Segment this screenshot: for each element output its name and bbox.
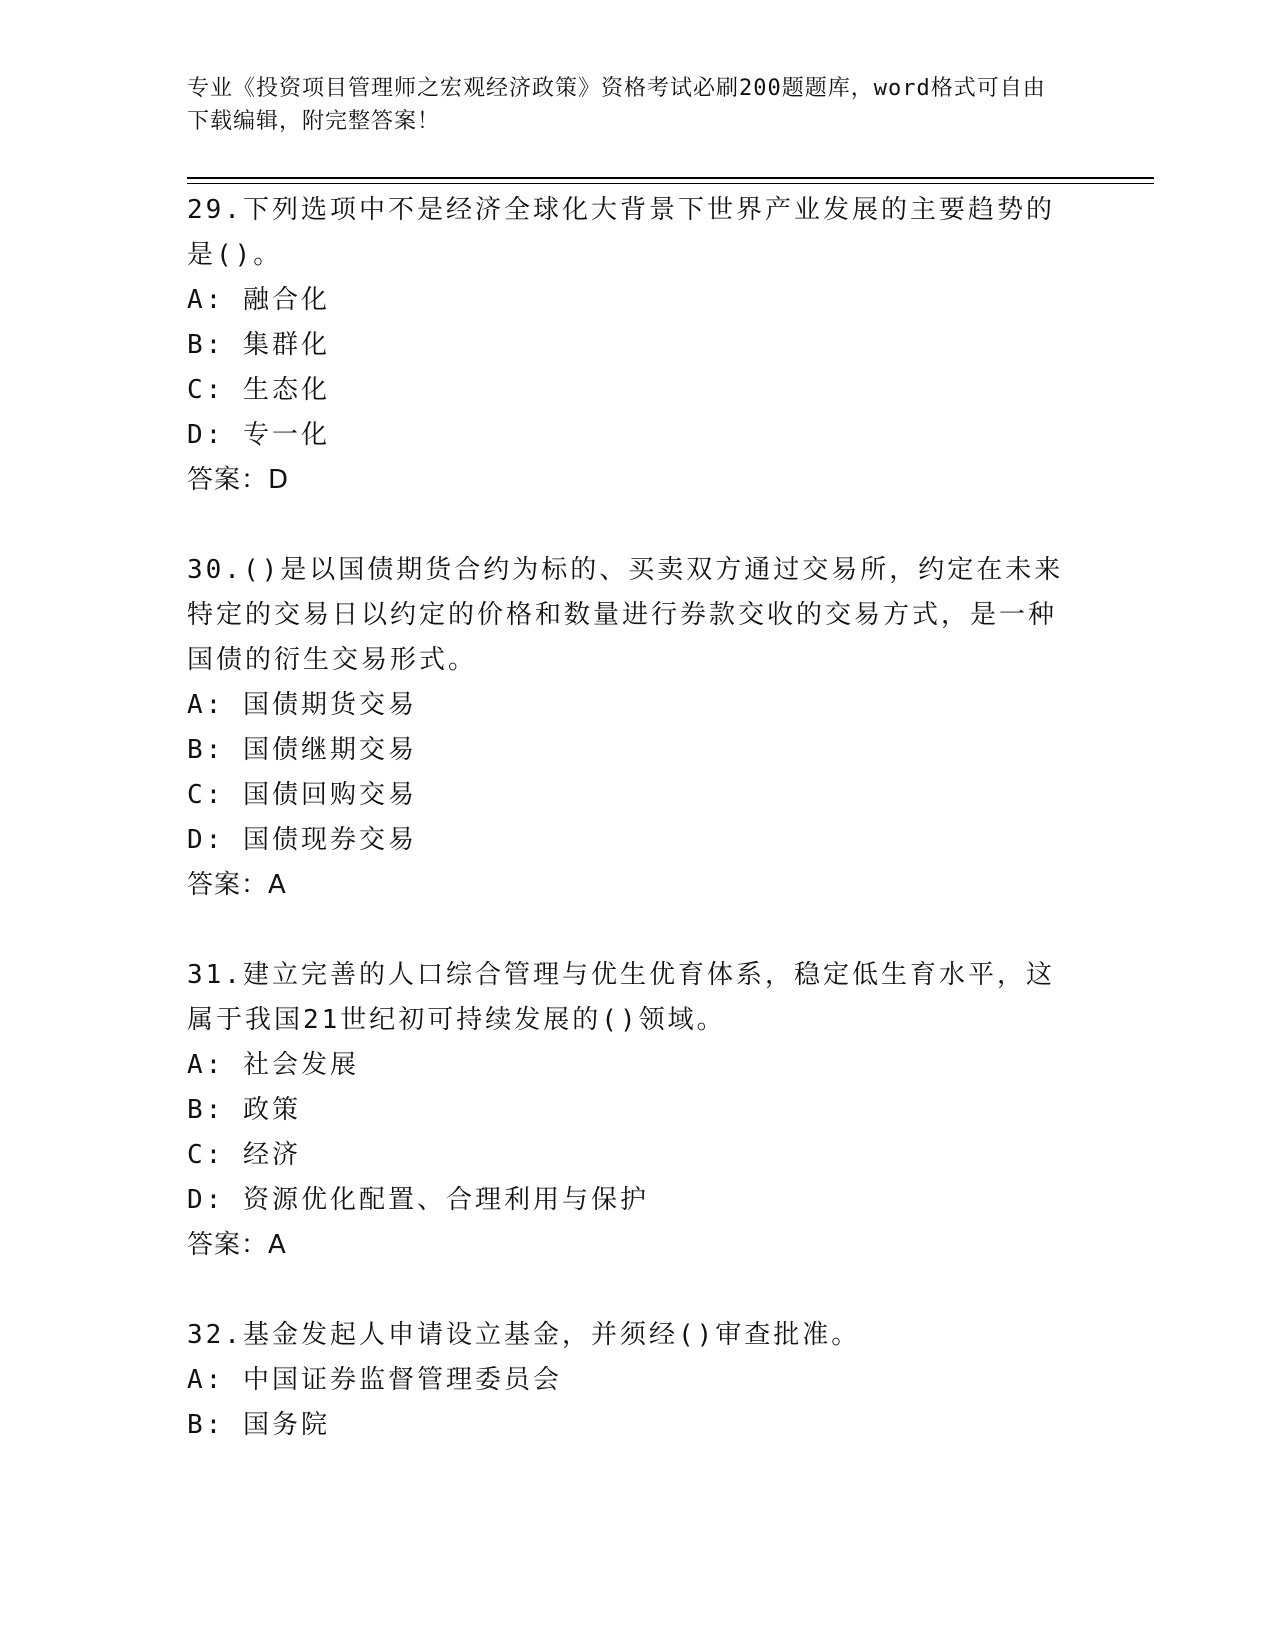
option-b: B: 国债继期交易 <box>187 735 417 765</box>
question-stem: 30.()是以国债期货合约为标的、买卖双方通过交易所，约定在未来特定的交易日以约定的价格和数量进行券款交收的交易方式，是一种国债的衍生交易形式。 <box>187 555 1064 675</box>
answer: 答案：A <box>187 870 287 900</box>
question-31 <box>187 953 1067 1268</box>
question-29 <box>187 188 1067 503</box>
option-b: B: 国务院 <box>187 1410 330 1440</box>
answer: 答案：A <box>187 1230 287 1260</box>
question-stem: 32.基金发起人申请设立基金，并须经()审查批准。 <box>187 1320 861 1350</box>
option-b: B: 政策 <box>187 1095 301 1125</box>
header-rule-thin <box>187 183 1154 184</box>
question-stem: 31.建立完善的人口综合管理与优生优育体系，稳定低生育水平，这属于我国21世纪初可持续发展的()领域。 <box>187 960 1055 1035</box>
option-d: D: 国债现券交易 <box>187 825 417 855</box>
document-header: 专业《投资项目管理师之宏观经济政策》资格考试必刷200题题库，word格式可自由下载编辑，附完整答案！ <box>187 76 1046 134</box>
question-list <box>187 188 1067 1493</box>
answer: 答案：D <box>187 465 290 495</box>
option-a: A: 中国证券监督管理委员会 <box>187 1365 562 1395</box>
option-c: C: 生态化 <box>187 375 330 405</box>
question-30 <box>187 548 1067 908</box>
option-b: B: 集群化 <box>187 330 330 360</box>
option-c: C: 国债回购交易 <box>187 780 417 810</box>
question-stem: 29.下列选项中不是经济全球化大背景下世界产业发展的主要趋势的是()。 <box>187 195 1055 270</box>
option-a: A: 国债期货交易 <box>187 690 417 720</box>
header-rule-thick <box>187 177 1154 179</box>
option-d: D: 专一化 <box>187 420 330 450</box>
option-a: A: 融合化 <box>187 285 330 315</box>
option-c: C: 经济 <box>187 1140 301 1170</box>
option-a: A: 社会发展 <box>187 1050 359 1080</box>
option-d: D: 资源优化配置、合理利用与保护 <box>187 1185 649 1215</box>
question-32 <box>187 1313 1067 1448</box>
